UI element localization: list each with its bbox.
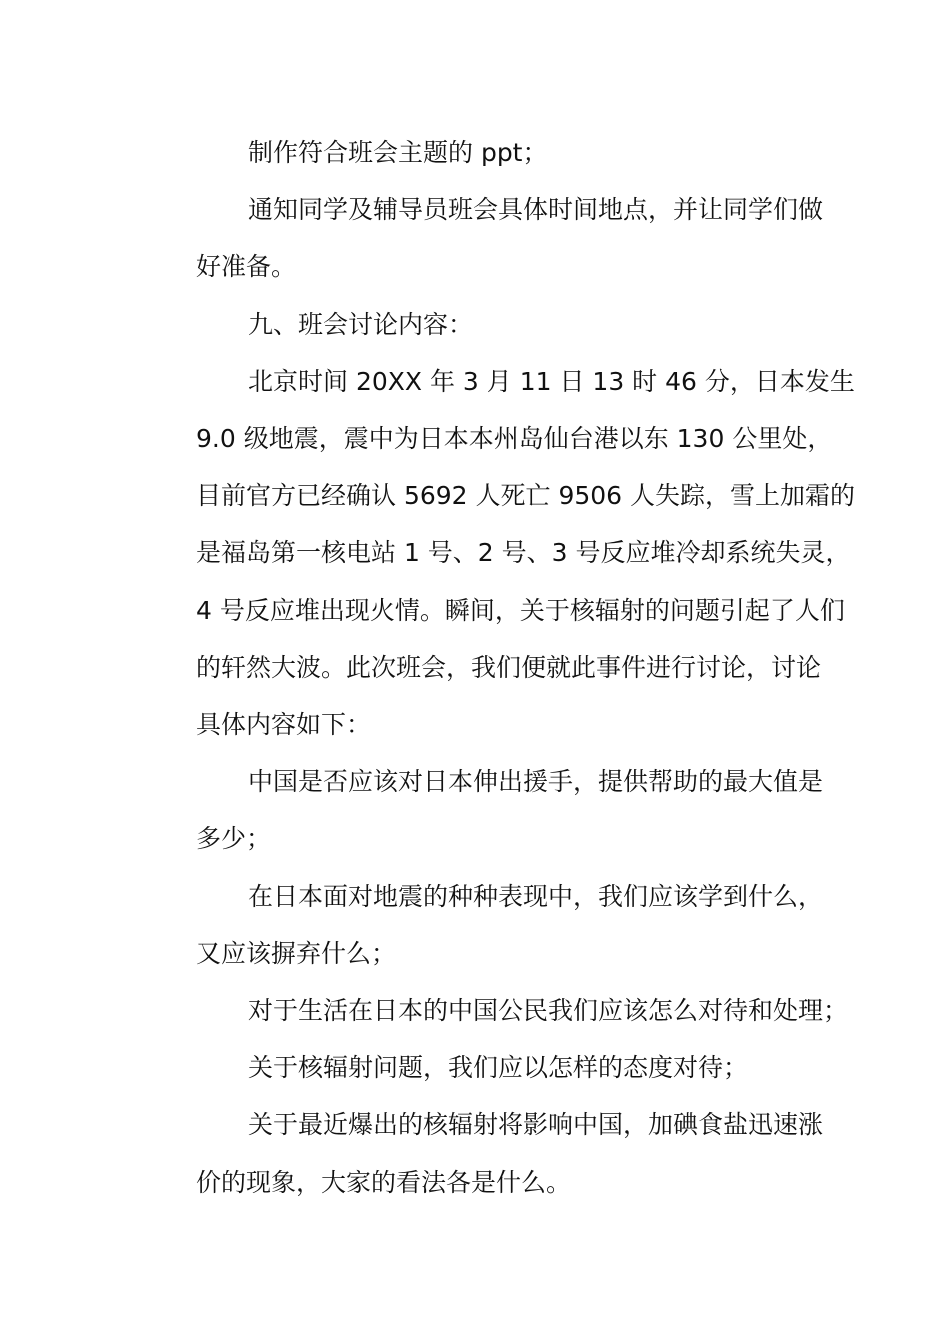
discussion-item-citizens [144, 982, 849, 1039]
text-line: 的轩然大波。此次班会，我们便就此事件进行讨论，讨论 [196, 652, 822, 682]
text-line: 九、班会讨论内容： [248, 309, 474, 339]
text-line: 通知同学及辅导员班会具体时间地点，并让同学们做 [248, 195, 824, 225]
text-line: 多少； [196, 824, 272, 854]
discussion-item-aid [144, 753, 824, 867]
section-heading [144, 296, 816, 353]
document-body [144, 124, 856, 1211]
text-line: 在日本面对地震的种种表现中，我们应该学到什么， [248, 881, 824, 911]
text-line: 北京时间 20XX 年 3 月 11 日 13 时 46 分，日本发生 [248, 366, 855, 396]
discussion-item-learn [144, 868, 824, 982]
paragraph-notify [144, 181, 824, 295]
text-line: 目前官方已经确认 5692 人死亡 9506 人失踪，雪上加霜的 [196, 481, 856, 511]
text-line: 对于生活在日本的中国公民我们应该怎么对待和处理； [248, 996, 849, 1026]
text-line: 制作符合班会主题的 ppt； [248, 138, 548, 167]
text-line: 具体内容如下： [196, 710, 372, 740]
text-line: 中国是否应该对日本伸出援手，提供帮助的最大值是 [248, 767, 824, 797]
paragraph-earthquake [144, 353, 856, 753]
discussion-item-radiation [144, 1039, 816, 1096]
text-line: 好准备。 [196, 252, 297, 282]
text-line: 关于最近爆出的核辐射将影响中国，加碘食盐迅速涨 [248, 1110, 824, 1140]
text-line: 又应该摒弃什么； [196, 938, 397, 968]
text-line: 4 号反应堆出现火情。瞬间，关于核辐射的问题引起了人们 [196, 595, 845, 625]
text-line: 是福岛第一核电站 1 号、2 号、3 号反应堆冷却系统失灵， [196, 538, 851, 568]
discussion-item-salt [144, 1096, 824, 1210]
paragraph-ppt [144, 124, 816, 181]
text-line: 价的现象，大家的看法各是什么。 [196, 1167, 572, 1197]
text-line: 9.0 级地震，震中为日本本州岛仙台港以东 130 公里处， [196, 424, 833, 454]
text-line: 关于核辐射问题，我们应以怎样的态度对待； [248, 1053, 749, 1083]
